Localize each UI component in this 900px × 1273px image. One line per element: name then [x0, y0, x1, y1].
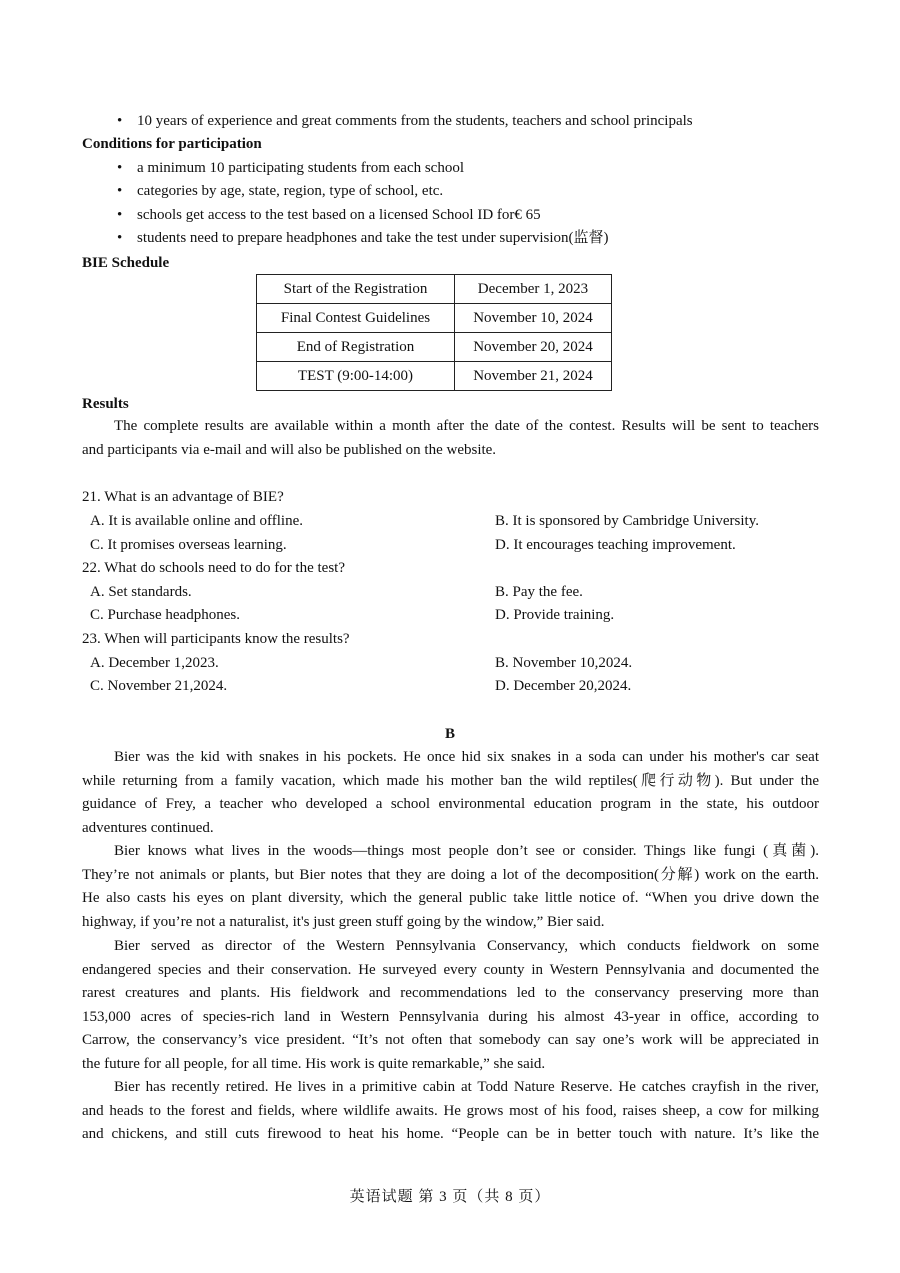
text-line: The complete results are available within a month after the date of the contest. Results will be sent to teachers	[114, 418, 819, 434]
schedule-date: November 10, 2024	[455, 304, 612, 333]
bullet-icon: •	[117, 113, 123, 129]
results-heading: Results	[82, 396, 129, 412]
text-line: Bier was the kid with snakes in his pockets. He once hid six snakes in a soda can under his mother's car seat	[114, 749, 819, 765]
bullet-icon: •	[117, 230, 123, 246]
option-c: C. November 21,2024.	[90, 678, 228, 694]
condition-text: students need to prepare headphones and take the test under supervision(监督)	[137, 230, 609, 246]
text-line: and chickens, and still cuts firewood to heat his home. “People can be in better touch with nature. It’s like the	[82, 1126, 819, 1143]
text-line: and participants via e-mail and will also be published on the website.	[82, 441, 497, 458]
option-d: D. December 20,2024.	[495, 678, 632, 694]
condition-text: categories by age, state, region, type of school, etc.	[137, 183, 444, 199]
option-b: B. It is sponsored by Cambridge University.	[495, 513, 760, 529]
text-line: Bier knows what lives in the woods—things most people don’t see or consider. Things like fungi (真菌).	[114, 843, 819, 859]
question-stem: 23. When will participants know the results?	[82, 631, 350, 647]
option-a: A. Set standards.	[90, 584, 192, 600]
option-c: C. Purchase headphones.	[90, 607, 240, 623]
bullet-icon: •	[117, 160, 123, 176]
passage-paragraph	[82, 746, 819, 840]
table-row	[257, 362, 612, 391]
text-line: and heads to the forest and fields, where wildlife awaits. He grows most of his food, raises sheep, a cow for milking	[82, 1102, 819, 1119]
text-line: Carrow, the conservancy’s vice president. “It’s not often that somebody can say one’s work will be appreciated in	[82, 1032, 819, 1049]
schedule-date: November 21, 2024	[455, 362, 612, 391]
results-paragraph	[82, 415, 819, 462]
condition-item	[117, 227, 609, 249]
option-c: C. It promises overseas learning.	[90, 537, 287, 553]
option-d: D. Provide training.	[495, 607, 615, 623]
text-line: the future for all people, for all time. His work is quite remarkable,” she said.	[82, 1055, 546, 1072]
page-footer: 英语试题 第 3 页（共 8 页）	[349, 1189, 551, 1205]
text-line: They’re not animals or plants, but Bier notes that they are doing a lot of the decomposition(分解) work on the earth.	[82, 866, 819, 883]
schedule-event: Final Contest Guidelines	[257, 304, 455, 333]
passage-paragraph	[82, 935, 819, 1077]
bullet-icon: •	[117, 183, 123, 199]
schedule-date: November 20, 2024	[455, 333, 612, 362]
bullet-text: 10 years of experience and great comments from the students, teachers and school principals	[137, 113, 693, 129]
text-line: adventures continued.	[82, 819, 214, 836]
conditions-heading: Conditions for participation	[82, 136, 262, 152]
schedule-table	[256, 274, 612, 391]
intro-bullet	[117, 110, 693, 132]
question-stem: 21. What is an advantage of BIE?	[82, 489, 284, 505]
schedule-date: December 1, 2023	[455, 275, 612, 304]
schedule-event: TEST (9:00-14:00)	[257, 362, 455, 391]
condition-text: schools get access to the test based on a licensed School ID for€ 65	[137, 207, 541, 223]
text-line: highway, if you’re not a naturalist, it's just green stuff going by the window,” Bier said.	[82, 913, 605, 930]
option-a: A. It is available online and offline.	[90, 513, 303, 529]
passage-paragraph	[82, 840, 819, 934]
section-label: B	[444, 726, 455, 742]
option-d: D. It encourages teaching improvement.	[495, 537, 736, 553]
option-b: B. Pay the fee.	[495, 584, 583, 600]
question-stem: 22. What do schools need to do for the test?	[82, 560, 345, 576]
condition-item	[117, 180, 443, 202]
passage-paragraph	[82, 1076, 819, 1147]
schedule-event: End of Registration	[257, 333, 455, 362]
table-row	[257, 333, 612, 362]
table-row	[257, 275, 612, 304]
text-line: Bier served as director of the Western Pennsylvania Conservancy, which conducts fieldwork on some	[114, 938, 819, 954]
schedule-heading: BIE Schedule	[82, 255, 170, 271]
text-line: 153,000 acres of species-rich land in Western Pennsylvania during his almost 43-year in office, according to	[82, 1008, 819, 1025]
condition-item	[117, 157, 464, 179]
text-line: endangered species and their conservation. He surveyed every county in Western Pennsylvania and documented the	[82, 961, 819, 978]
condition-item	[117, 204, 541, 226]
text-line: guidance of Frey, a teacher who developed a school environmental education program in the state, his outdoor	[82, 796, 819, 813]
text-line: Bier has recently retired. He lives in a primitive cabin at Todd Nature Reserve. He catches crayfish in the river,	[114, 1079, 819, 1095]
option-b: B. November 10,2024.	[495, 655, 633, 671]
text-line: rarest creatures and plants. His fieldwork and recommendations led to the conservancy preserving more than	[82, 985, 819, 1002]
schedule-event: Start of the Registration	[257, 275, 455, 304]
condition-text: a minimum 10 participating students from each school	[137, 160, 465, 176]
bullet-icon: •	[117, 207, 123, 223]
text-line: while returning from a family vacation, which made his mother ban the wild reptiles(爬行动物). But under the	[82, 772, 819, 789]
text-line: He also casts his eyes on plant diversity, which the general public take little notice of. “When you drive down the	[82, 890, 819, 907]
option-a: A. December 1,2023.	[90, 655, 219, 671]
table-row	[257, 304, 612, 333]
